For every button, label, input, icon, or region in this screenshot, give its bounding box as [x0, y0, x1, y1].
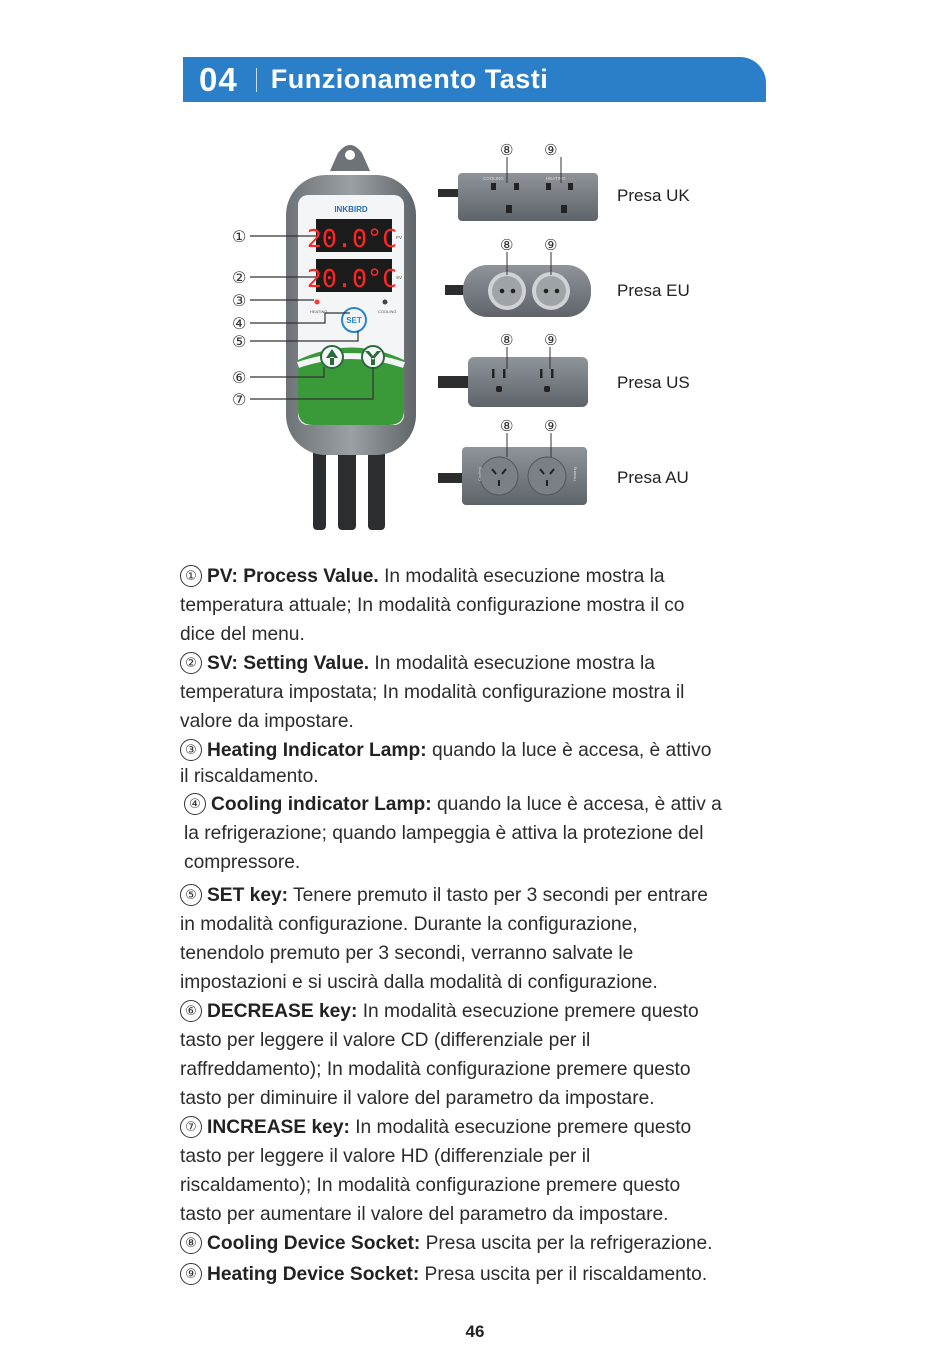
item-text: quando la luce è accesa, è attiv a — [431, 794, 722, 815]
set-button-label: SET — [346, 316, 362, 325]
brand-logo: INKBIRD — [334, 205, 368, 214]
item-text: tenendolo premuto per 3 secondi, verranno salvate le — [180, 943, 634, 964]
item-pv — [180, 562, 820, 649]
sv-tag: SV — [396, 275, 403, 280]
item-sv — [180, 649, 820, 736]
item-text: raffreddamento); In modalità configurazione premere questo — [180, 1059, 691, 1080]
item-term: Heating Device Socket: — [207, 1264, 420, 1285]
label-presa-us: Presa US — [617, 373, 690, 392]
item-number: ① — [180, 565, 202, 587]
uk-callout-9: ⑨ — [544, 142, 558, 159]
callout-3: ③ — [232, 293, 247, 310]
heating-indicator-lamp — [315, 300, 320, 305]
item-text: Presa uscita per il riscaldamento. — [419, 1264, 708, 1285]
au-callout-8: ⑧ — [500, 418, 514, 435]
item-text: la refrigerazione; quando lampeggia è attiva la protezione del — [184, 823, 704, 844]
pv-display: 20.0°C — [306, 224, 398, 253]
section-header — [183, 57, 766, 102]
item-decrease-key — [180, 997, 820, 1113]
item-text: in modalità configurazione. Durante la configurazione, — [180, 914, 638, 935]
item-term: SET key: — [207, 885, 289, 906]
item-text: compressore. — [184, 852, 301, 873]
item-number: ⑥ — [180, 1000, 202, 1022]
item-text: impostazioni e si uscirà dalla modalità di configurazione. — [180, 972, 658, 993]
item-term: INCREASE key: — [207, 1117, 350, 1138]
callout-2: ② — [232, 270, 247, 287]
item-text: riscaldamento); In modalità configurazione premere questo — [180, 1175, 681, 1196]
item-text: dice del menu. — [180, 624, 305, 645]
page-number: 46 — [465, 1322, 485, 1341]
item-heating-lamp — [180, 738, 820, 790]
section-number: 04 — [199, 60, 238, 98]
au-callout-9: ⑨ — [544, 418, 558, 435]
item-text: In modalità esecuzione premere questo — [357, 1001, 699, 1022]
eu-callout-9: ⑨ — [544, 237, 558, 254]
section-title: Funzionamento Tasti — [270, 64, 549, 94]
callout-5: ⑤ — [232, 334, 247, 351]
item-text: In modalità esecuzione mostra la — [369, 653, 655, 674]
callout-7: ⑦ — [232, 392, 247, 409]
callout-numbers — [232, 229, 246, 409]
item-text: Tenere premuto il tasto per 3 secondi per entrare — [288, 885, 708, 906]
socket-eu — [445, 237, 591, 317]
key-description-list — [180, 562, 820, 1289]
decrease-button[interactable] — [321, 346, 343, 368]
callout-4: ④ — [232, 316, 247, 333]
item-text: In modalità esecuzione premere questo — [349, 1117, 692, 1138]
socket-uk — [438, 142, 598, 221]
item-number: ④ — [184, 793, 206, 815]
item-number: ⑦ — [180, 1116, 202, 1138]
item-increase-key — [180, 1113, 820, 1229]
item-text: tasto per leggere il valore CD (differenziale per il — [180, 1030, 591, 1051]
uk-cooling-tag: COOLING — [483, 176, 504, 181]
heating-tag: HEATING — [310, 309, 328, 314]
label-presa-au: Presa AU — [617, 468, 689, 487]
socket-us — [438, 332, 588, 407]
item-text: valore da impostare. — [180, 711, 354, 732]
uk-callout-8: ⑧ — [500, 142, 514, 159]
item-text: quando la luce è accesa, è attivo — [426, 740, 712, 761]
au-heating-tag: Heating — [572, 467, 577, 481]
callout-1: ① — [232, 229, 247, 246]
item-term: Cooling indicator Lamp: — [211, 794, 432, 815]
item-cooling-lamp — [180, 790, 820, 877]
label-presa-eu: Presa EU — [617, 281, 690, 300]
cooling-tag: COOLING — [378, 309, 397, 314]
item-text: il riscaldamento. — [180, 766, 319, 787]
callout-6: ⑥ — [232, 370, 247, 387]
item-text: tasto per aumentare il valore del parametro da impostare. — [180, 1204, 669, 1225]
item-term: DECREASE key: — [207, 1001, 358, 1022]
item-text: In modalità esecuzione mostra la — [378, 566, 665, 587]
label-presa-uk: Presa UK — [617, 186, 690, 205]
item-number: ③ — [180, 739, 202, 761]
set-button[interactable] — [342, 308, 366, 332]
item-text: Presa uscita per la refrigerazione. — [420, 1233, 713, 1254]
item-text: tasto per leggere il valore HD (differenziale per il — [180, 1146, 591, 1167]
item-text: temperatura attuale; In modalità configurazione mostra il co — [180, 595, 685, 616]
item-term: PV: Process Value. — [207, 566, 379, 587]
eu-callout-8: ⑧ — [500, 237, 514, 254]
pv-tag: PV — [396, 235, 403, 240]
item-number: ② — [180, 652, 202, 674]
item-number: ⑨ — [180, 1263, 202, 1285]
item-number: ⑧ — [180, 1232, 202, 1254]
socket-au — [438, 418, 587, 505]
item-text: tasto per diminuire il valore del parametro da impostare. — [180, 1088, 655, 1109]
item-set-key — [180, 881, 820, 997]
item-heating-socket — [180, 1260, 820, 1289]
header-divider — [256, 68, 257, 92]
uk-heating-tag: HEATING — [546, 176, 566, 181]
item-term: Heating Indicator Lamp: — [207, 740, 427, 761]
item-text: temperatura impostata; In modalità configurazione mostra il — [180, 682, 685, 703]
item-number: ⑤ — [180, 884, 202, 906]
cooling-indicator-lamp — [383, 300, 388, 305]
sv-display: 20.0°C — [306, 264, 398, 293]
item-term: Cooling Device Socket: — [207, 1233, 421, 1254]
us-callout-9: ⑨ — [544, 332, 558, 349]
increase-button[interactable] — [362, 346, 384, 368]
item-cooling-socket — [180, 1229, 820, 1258]
us-callout-8: ⑧ — [500, 332, 514, 349]
au-cooling-tag: Cooling — [477, 467, 482, 481]
item-term: SV: Setting Value. — [207, 653, 370, 674]
